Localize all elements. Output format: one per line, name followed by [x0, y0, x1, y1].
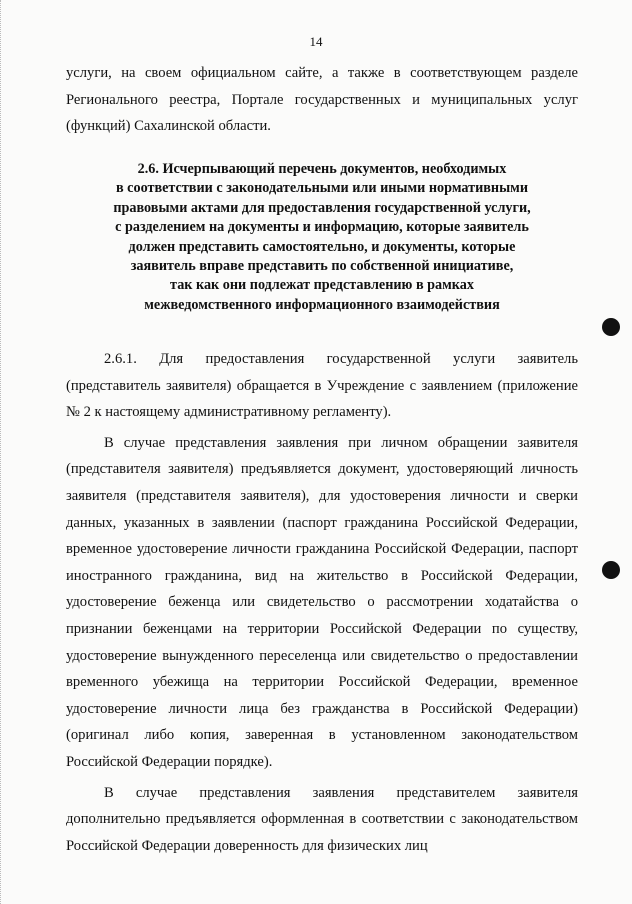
heading-line: правовыми актами для предоставления государственной услуги, — [113, 199, 531, 216]
section-heading — [66, 160, 578, 315]
paragraph-2-6-1: 2.6.1. Для предоставления государственной услуги заявитель (представитель заявителя) обращается в Учреждение с заявлением (приложение № 2 к настоящему административному регламенту). — [66, 351, 578, 421]
paragraph-representative: В случае представления заявления представителем заявителя дополнительно предъявляется оформленная в соответствии с законодательством Российской Федерации доверенность для физических лиц — [66, 784, 578, 854]
scan-edge — [0, 0, 9, 904]
heading-line: в соответствии с законодательными или иными нормативными — [115, 180, 529, 197]
top-paragraph: услуги, на своем официальном сайте, а также в соответствующем разделе Регионального реестра, Портале государственных и муниципальных услуг (функций) Сахалинской области. — [66, 65, 578, 135]
heading-line: 2.6. Исчерпывающий перечень документов, необходимых — [137, 161, 507, 177]
punch-hole-mark — [602, 561, 620, 579]
heading-line: так как они подлежат представлению в рамках — [170, 277, 474, 294]
heading-line: заявитель вправе представить по собственной инициативе, — [130, 258, 514, 275]
heading-line: должен представить самостоятельно, и документы, которые — [128, 238, 516, 255]
punch-hole-mark — [602, 318, 620, 336]
page-number: 14 — [309, 34, 323, 49]
heading-line: с разделением на документы и информацию, которые заявитель — [115, 219, 529, 236]
paragraph-personal-appeal: В случае представления заявления при личном обращении заявителя (представителя заявителя) предъявляется документ, удостоверяющий личность заявителя (представителя заявителя), для удостоверения личности и сверки данных, указанных в заявлении (паспорт гражданина Российской Федерации, временное удостоверение личности гражданина Российской Федерации, паспорт иностранного гражданина, вид на жительство в Российской Федерации, удостоверение беженца или свидетельство о рассмотрении ходатайства о признании беженцами на территории Российской Федерации по существу, удостоверение вынужденного переселенца или свидетельство о предоставлении временного убежища на территории Российской Федерации, временное удостоверение личности лица без гражданства в Российской Федерации) (оригинал либо копия, заверенная в установленном законодательством Российской Федерации порядке). — [66, 434, 578, 770]
heading-line: межведомственного информационного взаимодействия — [144, 296, 500, 313]
body-text — [66, 346, 578, 863]
